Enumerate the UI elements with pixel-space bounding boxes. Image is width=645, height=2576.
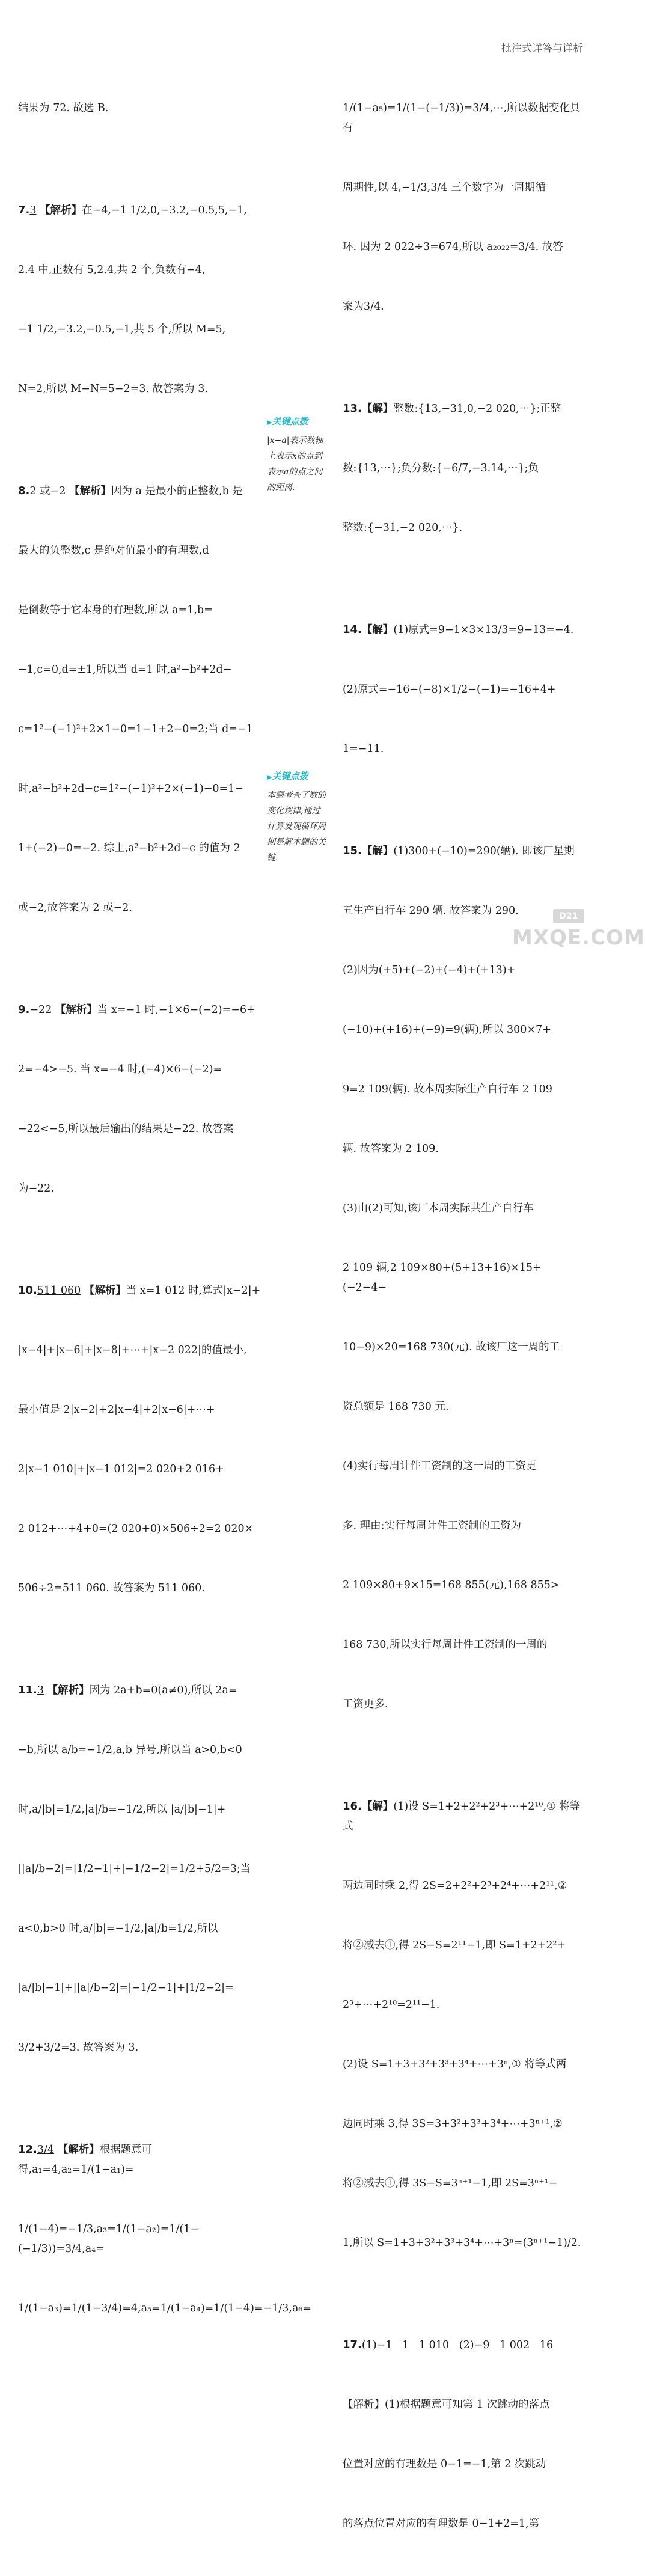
watermark: MXQE.COM <box>512 926 645 950</box>
right-column <box>343 59 583 2576</box>
question-12: 12.3/4 【解析】根据题意可得,a₁=4,a₂=1/(1−a₁)= 1/(1−4)=−1/3,a₃=1/(1−a₂)=1/(1−(−1/3))=3/4,a₄= 1/(1−a₃)=1/(1−3/4)=4,a₅=1/(1−a₄)=1/(1−4)=−1/3,a₆= <box>18 2143 312 2314</box>
question-17: 17.(1)−1 1 1 010 (2)−9 1 002 16 【解析】(1)根据题意可知第 1 次跳动的落点 位置对应的有理数是 0−1=−1,第 2 次跳动 的落点位置对应的有理数是 0−1+2=1,第 <box>343 2339 554 2530</box>
key-tip-note-12 <box>267 768 326 866</box>
question-12-continued: 1/(1−a₅)=1/(1−(−1/3))=3/4,⋯,所以数据变化具有 周期性,以 4,−1/3,3/4 三个数字为一周期循 环. 因为 2 022÷3=674,所以 a₂₀₂₂=3/4. 故答 案为3/4. <box>343 102 581 313</box>
key-tip-text: |x−a|表示数轴上表示x的点到表示a的点之间的距离. <box>267 436 323 492</box>
question-10: 10.511 060 【解析】当 x=1 012 时,算式|x−2|+ |x−4|+|x−6|+|x−8|+⋯+|x−2 022|的值最小, 最小值是 2|x−2|+2|x−4|+2|x−6|+⋯+ 2|x−1 010|+|x−1 012|=2 020+2 016+ 2 012+⋯+4+0=(2 020+0)×506÷2=2 020× 506÷2=511 060. 故答案为 511 060. <box>18 1284 261 1594</box>
continuation-text: 结果为 72. 故选 B. <box>18 102 109 114</box>
question-16: 16.【解】(1)设 S=1+2+2²+2³+⋯+2¹⁰,① 将等式 两边同时乘 2,得 2S=2+2²+2³+2⁴+⋯+2¹¹,② 将②减去①,得 2S−S=2¹¹−1,即 S=1+2+2²+ 2³+⋯+2¹⁰=2¹¹−1. (2)设 S=1+3+3²+3³+3⁴+⋯+3ⁿ,① 将等式两 边同时乘 3,得 3S=3+3²+3³+3⁴+⋯+3ⁿ⁺¹,② 将②减去①,得 3S−S=3ⁿ⁺¹−1,即 2S=3ⁿ⁺¹− 1,所以 S=1+3+3²+3³+3⁴+⋯+3ⁿ=(3ⁿ⁺¹−1)/2. <box>343 1800 581 2249</box>
key-tip-text: 本题考查了数的变化规律,通过计算发现循环周期是解本题的关键. <box>267 791 326 863</box>
question-7: 7.3 【解析】在−4,−1 1/2,0,−3.2,−0.5,5,−1, 2.4 中,正数有 5,2.4,共 2 个,负数有−4, −1 1/2,−3.2,−0.5,−1,共 5 个,所以 M=5, N=2,所以 M−N=5−2=3. 故答案为 3. <box>18 204 247 395</box>
question-8: 8.2 或−2 【解析】因为 a 是最小的正整数,b 是 最大的负整数,c 是绝对值最小的有理数,d 是倒数等于它本身的有理数,所以 a=1,b= −1,c=0,d=±1,所以当 d=1 时,a²−b²+2d− c=1²−(−1)²+2×1−0=1−1+2−0=2;当 d=−1 时,a²−b²+2d−c=1²−(−1)²+2×(−1)−0=1− 1+(−2)−0=−2. 综上,a²−b²+2d−c 的值为 2 或−2,故答案为 2 或−2. <box>18 485 253 914</box>
page-number-badge: D21 <box>553 909 584 923</box>
question-11: 11.3 【解析】因为 2a+b=0(a≠0),所以 2a= −b,所以 a/b=−1/2,a,b 异号,所以当 a>0,b<0 时,a/|b|=1/2,|a|/b=−1/2,所以 |a/|b|−1|+ ||a|/b−2|=|1/2−1|+|−1/2−2|=1/2+5/2=3;当 a<0,b>0 时,a/|b|=−1/2,|a|/b=1/2,所以 |a/|b|−1|+||a|/b−2|=|−1/2−1|+|1/2−2|= 3/2+3/2=3. 故答案为 3. <box>18 1684 251 2054</box>
key-tip-title: ▶ 关键点拨 <box>267 768 326 785</box>
question-13: 13.【解】整数:{13,−31,0,−2 020,⋯};正整 数:{13,⋯};负分数:{−6/7,−3.14,⋯};负 整数:{−31,−2 020,⋯}. <box>343 402 561 534</box>
key-tip-note-10 <box>267 414 326 495</box>
page-header: 批注式详答与详析 <box>501 43 583 55</box>
question-15: 15.【解】(1)300+(−10)=290(辆). 即该厂星期 五生产自行车 290 辆. 故答案为 290. (2)因为(+5)+(−2)+(−4)+(+13)+ (−10)+(+16)+(−9)=9(辆),所以 300×7+ 9=2 109(辆). 故本周实际生产自行车 2 109 辆. 故答案为 2 109. (3)由(2)可知,该厂本周实际共生产自行车 2 109 辆,2 109×80+(5+13+16)×15+(−2−4− 10−9)×20=168 730(元). 故该厂这一周的工 资总额是 168 730 元. (4)实行每周计件工资制的这一周的工资更 多. 理由:实行每周计件工资制的工资为 2 109×80+9×15=168 855(元),168 855> 168 730,所以实行每周计件工资制的一周的 工资更多. <box>343 845 575 1710</box>
question-9: 9.−22 【解析】当 x=−1 时,−1×6−(−2)=−6+ 2=−4>−5. 当 x=−4 时,(−4)×6−(−2)= −22<−5,所以最后输出的结果是−22. 故答案 为−22. <box>18 1003 255 1195</box>
key-tip-title: ▶ 关键点拨 <box>267 414 326 430</box>
question-14: 14.【解】(1)原式=9−1×3×13/3=9−13=−4. (2)原式=−16−(−8)×1/2−(−1)=−16+4+ 1=−11. <box>343 623 574 755</box>
